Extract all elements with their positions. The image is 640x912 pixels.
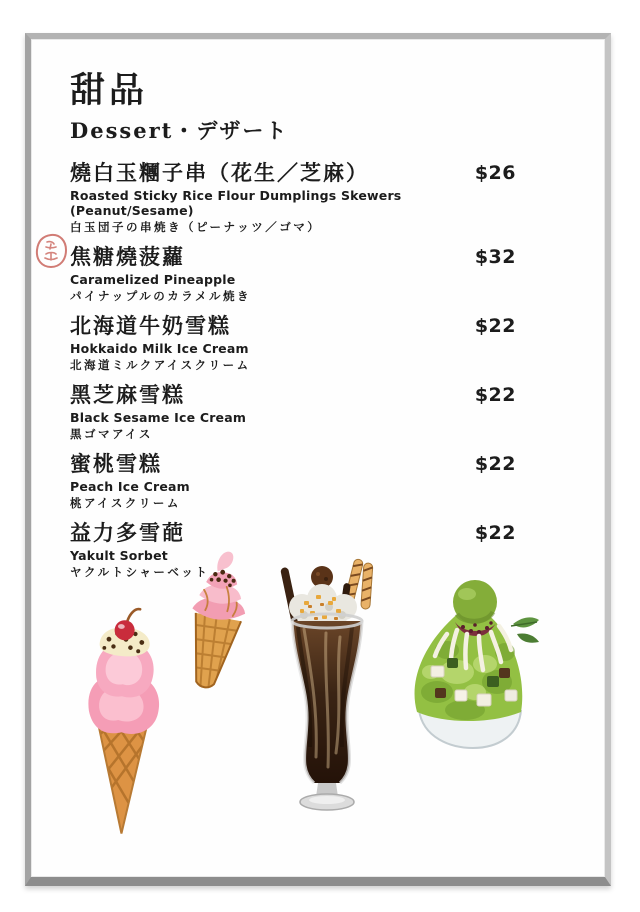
- chocolate-sundae-glass-illustration: [274, 557, 380, 814]
- item-price: $32: [474, 246, 516, 268]
- menu-item-hokkaido-milk-ice-cream: [70, 313, 516, 373]
- item-title-row: [70, 313, 516, 339]
- item-name-en: Black Sesame Ice Cream: [70, 410, 247, 425]
- item-price: $22: [474, 315, 516, 337]
- item-title-row: [70, 451, 516, 477]
- item-price: $22: [474, 522, 516, 544]
- menu-item-caramelized-pineapple: [70, 244, 516, 304]
- item-name-ja: 桃アイスクリーム: [70, 496, 181, 510]
- item-name-ja: 北海道ミルクアイスクリーム: [70, 358, 251, 372]
- item-name-zh: 燒白玉糰子串（花生／芝麻）: [70, 160, 369, 185]
- item-name-zh: 北海道牛奶雪糕: [70, 313, 231, 338]
- item-name-en: Hokkaido Milk Ice Cream: [70, 341, 249, 356]
- menu-item-black-sesame-ice-cream: [70, 382, 516, 442]
- item-name-en: Peach Ice Cream: [70, 479, 190, 494]
- item-price: $26: [474, 162, 516, 184]
- item-price: $22: [474, 384, 516, 406]
- item-name-ja: パイナップルのカラメル焼き: [70, 289, 251, 303]
- item-name-ja: ヤクルトシャーベット: [70, 565, 210, 579]
- red-seal-stamp-icon: [33, 232, 69, 270]
- menu-header: [70, 72, 288, 145]
- item-price: $22: [474, 453, 516, 475]
- item-title-row: [70, 382, 516, 408]
- item-title-row: [70, 160, 516, 186]
- item-name-en: Yakult Sorbet: [70, 548, 168, 563]
- item-name-en: Caramelized Pineapple: [70, 272, 236, 287]
- item-name-zh: 焦糖燒菠蘿: [70, 244, 185, 269]
- menu-item-list: [70, 160, 516, 589]
- menu-item-peach-ice-cream: [70, 451, 516, 511]
- item-title-row: [70, 244, 516, 270]
- item-name-en: Roasted Sticky Rice Flour Dumplings Skewers (Peanut/Sesame): [70, 188, 402, 218]
- item-name-zh: 黑芝麻雪糕: [70, 382, 185, 407]
- pink-soft-serve-cone-illustration: [178, 542, 258, 698]
- item-name-ja: 白玉団子の串焼き（ピーナッツ／ゴマ）: [70, 220, 322, 234]
- page-subtitle: Dessert・デザート: [70, 117, 289, 143]
- item-name-zh: 蜜桃雪糕: [70, 451, 162, 476]
- strawberry-ice-cream-cone-illustration: [68, 605, 168, 840]
- item-name-ja: 黒ゴマアイス: [70, 427, 153, 441]
- menu-item-roasted-dumpling-skewers: [70, 160, 516, 235]
- page-title: 甜品: [70, 70, 149, 111]
- matcha-shaved-ice-bingsu-illustration: [401, 572, 543, 756]
- item-name-zh: 益力多雪葩: [70, 520, 185, 545]
- item-title-row: [70, 520, 516, 546]
